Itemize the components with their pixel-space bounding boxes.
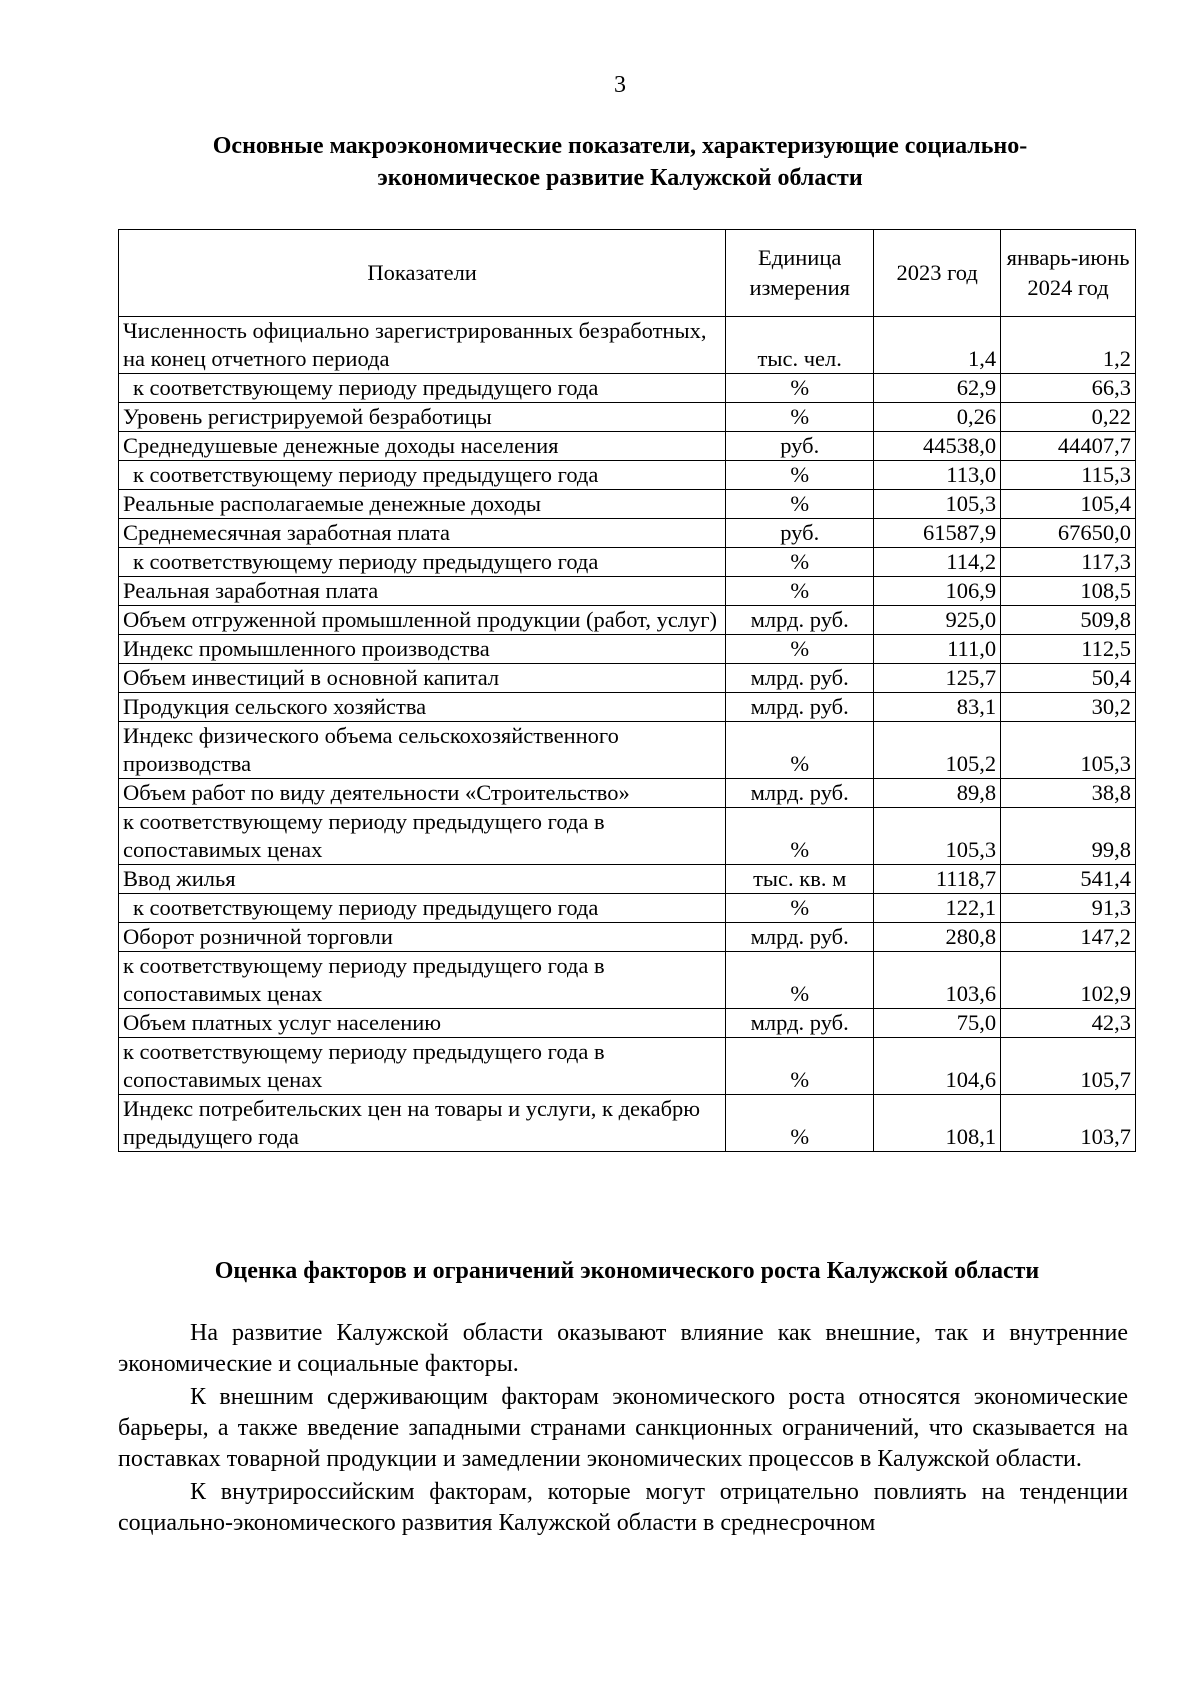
row-value-2024: 108,5 [1001, 577, 1136, 606]
row-unit: руб. [726, 432, 874, 461]
row-unit: % [726, 374, 874, 403]
row-indicator: Оборот розничной торговли [119, 923, 726, 952]
row-value-2023: 89,8 [874, 779, 1001, 808]
row-indicator: к соответствующему периоду предыдущего года в сопоставимых ценах [119, 952, 726, 1009]
row-value-2024: 91,3 [1001, 894, 1136, 923]
row-value-2023: 280,8 [874, 923, 1001, 952]
row-value-2024: 105,3 [1001, 722, 1136, 779]
row-value-2024: 103,7 [1001, 1095, 1136, 1152]
table-row [119, 952, 1136, 1009]
table-row [119, 635, 1136, 664]
document-title: Основные макроэкономические показатели, характеризующие социально-экономическое развитие Калужской области [212, 133, 1028, 191]
row-indicator: Индекс потребительских цен на товары и услуги, к декабрю предыдущего года [119, 1095, 726, 1152]
table-row [119, 317, 1136, 374]
paragraph: На развитие Калужской области оказывают влияние как внешние, так и внутренние экономические и социальные факторы. [118, 1320, 1128, 1377]
row-value-2024: 509,8 [1001, 606, 1136, 635]
row-indicator: Объем инвестиций в основной капитал [119, 664, 726, 693]
table-row [119, 722, 1136, 779]
row-value-2024: 0,22 [1001, 403, 1136, 432]
row-indicator: Реальная заработная плата [119, 577, 726, 606]
row-value-2023: 105,3 [874, 490, 1001, 519]
row-unit: тыс. кв. м [726, 865, 874, 894]
row-unit: % [726, 548, 874, 577]
paragraph: К внутрироссийским факторам, которые могут отрицательно повлиять на тенденции социально-экономического развития Калужской области в среднесрочном [118, 1479, 1128, 1536]
table-header-row [119, 230, 1136, 317]
row-indicator: к соответствующему периоду предыдущего года в сопоставимых ценах [119, 808, 726, 865]
row-value-2023: 106,9 [874, 577, 1001, 606]
table-row [119, 664, 1136, 693]
row-unit: млрд. руб. [726, 664, 874, 693]
row-value-2024: 112,5 [1001, 635, 1136, 664]
row-indicator: Объем платных услуг населению [119, 1009, 726, 1038]
row-value-2024: 67650,0 [1001, 519, 1136, 548]
row-value-2023: 1,4 [874, 317, 1001, 374]
table-row [119, 865, 1136, 894]
table-row [119, 923, 1136, 952]
row-value-2023: 103,6 [874, 952, 1001, 1009]
row-value-2023: 105,2 [874, 722, 1001, 779]
row-value-2023: 111,0 [874, 635, 1001, 664]
row-value-2023: 108,1 [874, 1095, 1001, 1152]
row-value-2023: 75,0 [874, 1009, 1001, 1038]
row-value-2024: 66,3 [1001, 374, 1136, 403]
row-value-2024: 102,9 [1001, 952, 1136, 1009]
row-indicator: Среднемесячная заработная плата [119, 519, 726, 548]
row-indicator: Объем отгруженной промышленной продукции (работ, услуг) [119, 606, 726, 635]
table-row [119, 1095, 1136, 1152]
table-row [119, 374, 1136, 403]
table-row [119, 894, 1136, 923]
row-unit: % [726, 808, 874, 865]
header-indicator: Показатели [119, 230, 726, 317]
row-indicator: Численность официально зарегистрированных безработных, на конец отчетного периода [119, 317, 726, 374]
table-row [119, 693, 1136, 722]
row-value-2023: 61587,9 [874, 519, 1001, 548]
row-unit: млрд. руб. [726, 693, 874, 722]
table-row [119, 779, 1136, 808]
row-indicator: к соответствующему периоду предыдущего года [119, 374, 726, 403]
row-unit: % [726, 403, 874, 432]
row-value-2023: 44538,0 [874, 432, 1001, 461]
row-indicator: Реальные располагаемые денежные доходы [119, 490, 726, 519]
row-unit: тыс. чел. [726, 317, 874, 374]
row-value-2023: 122,1 [874, 894, 1001, 923]
row-value-2023: 1118,7 [874, 865, 1001, 894]
row-unit: % [726, 1038, 874, 1095]
row-value-2024: 44407,7 [1001, 432, 1136, 461]
row-indicator: к соответствующему периоду предыдущего года в сопоставимых ценах [119, 1038, 726, 1095]
row-value-2023: 83,1 [874, 693, 1001, 722]
row-value-2024: 105,4 [1001, 490, 1136, 519]
row-unit: % [726, 577, 874, 606]
table-row [119, 548, 1136, 577]
indicators-table [118, 229, 1136, 1152]
row-unit: млрд. руб. [726, 1009, 874, 1038]
row-unit: % [726, 894, 874, 923]
row-value-2023: 62,9 [874, 374, 1001, 403]
row-value-2023: 125,7 [874, 664, 1001, 693]
row-value-2024: 117,3 [1001, 548, 1136, 577]
row-indicator: Индекс промышленного производства [119, 635, 726, 664]
row-indicator: Уровень регистрируемой безработицы [119, 403, 726, 432]
table-row [119, 606, 1136, 635]
row-value-2023: 0,26 [874, 403, 1001, 432]
header-2024: январь-июнь 2024 год [1001, 230, 1136, 317]
row-value-2023: 925,0 [874, 606, 1001, 635]
row-value-2024: 50,4 [1001, 664, 1136, 693]
row-value-2023: 114,2 [874, 548, 1001, 577]
table-row [119, 461, 1136, 490]
row-value-2024: 1,2 [1001, 317, 1136, 374]
row-unit: млрд. руб. [726, 606, 874, 635]
row-unit: млрд. руб. [726, 923, 874, 952]
table-row [119, 577, 1136, 606]
row-value-2024: 115,3 [1001, 461, 1136, 490]
row-value-2024: 30,2 [1001, 693, 1136, 722]
row-unit: руб. [726, 519, 874, 548]
row-indicator: Ввод жилья [119, 865, 726, 894]
row-value-2024: 541,4 [1001, 865, 1136, 894]
row-unit: % [726, 952, 874, 1009]
row-unit: % [726, 635, 874, 664]
row-value-2024: 38,8 [1001, 779, 1136, 808]
paragraph: К внешним сдерживающим факторам экономического роста относятся экономические барьеры, а также введение западными странами санкционных ограничений, что сказывается на поставках товарной продукции и замедлении экономических процессов в Калужской области. [118, 1384, 1128, 1472]
row-value-2023: 105,3 [874, 808, 1001, 865]
page-number: 3 [614, 72, 626, 98]
row-indicator: Объем работ по виду деятельности «Строительство» [119, 779, 726, 808]
row-value-2023: 104,6 [874, 1038, 1001, 1095]
row-unit: % [726, 1095, 874, 1152]
table-row [119, 1038, 1136, 1095]
table-row [119, 403, 1136, 432]
row-indicator: Среднедушевые денежные доходы населения [119, 432, 726, 461]
row-indicator: к соответствующему периоду предыдущего года [119, 894, 726, 923]
header-unit: Единица измерения [726, 230, 874, 317]
row-indicator: к соответствующему периоду предыдущего года [119, 461, 726, 490]
table-row [119, 490, 1136, 519]
row-value-2024: 105,7 [1001, 1038, 1136, 1095]
row-unit: % [726, 461, 874, 490]
row-value-2024: 42,3 [1001, 1009, 1136, 1038]
row-indicator: к соответствующему периоду предыдущего года [119, 548, 726, 577]
section-title: Оценка факторов и ограничений экономического роста Калужской области [214, 1258, 1040, 1284]
table-row [119, 432, 1136, 461]
table-row [119, 519, 1136, 548]
row-value-2024: 99,8 [1001, 808, 1136, 865]
body-text [118, 1318, 1128, 1541]
row-unit: % [726, 722, 874, 779]
row-value-2023: 113,0 [874, 461, 1001, 490]
table-row [119, 808, 1136, 865]
row-unit: % [726, 490, 874, 519]
row-unit: млрд. руб. [726, 779, 874, 808]
table-row [119, 1009, 1136, 1038]
row-indicator: Индекс физического объема сельскохозяйственного производства [119, 722, 726, 779]
row-indicator: Продукция сельского хозяйства [119, 693, 726, 722]
header-2023: 2023 год [874, 230, 1001, 317]
row-value-2024: 147,2 [1001, 923, 1136, 952]
